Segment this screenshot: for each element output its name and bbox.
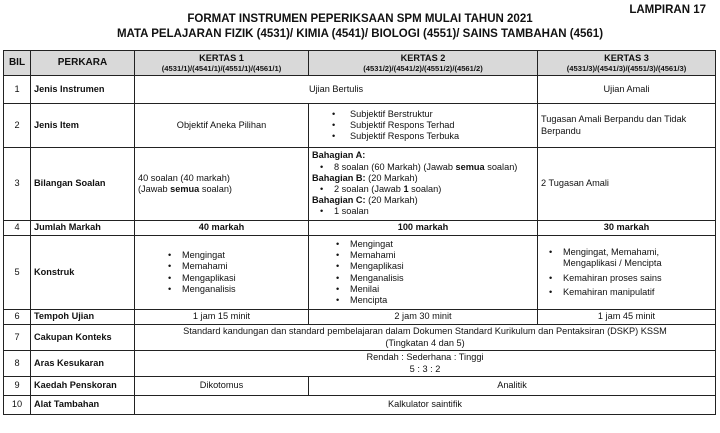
exam-format-table	[3, 50, 716, 415]
text: Bahagian C:	[312, 195, 366, 206]
list-item: • Mengaplikasi	[182, 273, 305, 284]
header-row	[4, 51, 716, 76]
row-label: Tempoh Ujian	[31, 310, 135, 325]
kertas-1-label: KERTAS 1	[199, 52, 244, 63]
row-label: Kaedah Penskoran	[31, 377, 135, 396]
header-kertas-1	[135, 51, 309, 76]
table-row	[4, 236, 716, 310]
kertas-1-code: (4531/1)/(4541/1)/(4551/1)/(4561/1)	[161, 63, 282, 73]
appendix-label: LAMPIRAN 17	[629, 4, 706, 16]
row-number: 7	[4, 325, 31, 351]
row-number: 4	[4, 221, 31, 236]
table-row	[4, 221, 716, 236]
document-title: FORMAT INSTRUMEN PEPERIKSAAN SPM MULAI TAHUN 2021	[187, 13, 533, 25]
cell-all-papers	[135, 325, 716, 351]
kertas-3-label: KERTAS 3	[604, 52, 649, 63]
cell-all-papers: Kalkulator saintifik	[135, 396, 716, 415]
text: soalan)	[484, 161, 518, 172]
context-line-2: (Tingkatan 4 dan 5)	[385, 337, 465, 348]
cell-kertas-3: Ujian Amali	[538, 76, 716, 104]
header-perkara: PERKARA	[31, 51, 135, 76]
table-row	[4, 325, 716, 351]
row-number: 3	[4, 148, 31, 221]
row-label: Jenis Item	[31, 104, 135, 148]
header-kertas-2	[309, 51, 538, 76]
text: (Jawab	[138, 184, 171, 194]
list-item: • Mengingat	[350, 239, 534, 250]
text: Bahagian B:	[312, 172, 366, 183]
list-item: • Memahami	[350, 250, 534, 261]
cell-kertas-2: 100 markah	[309, 221, 538, 236]
list-item: • Memahami	[182, 261, 305, 272]
cell-all-papers	[135, 351, 716, 377]
table-row	[4, 351, 716, 377]
list-item: • Subjektif Respons Terhad	[350, 120, 534, 131]
difficulty-levels: Rendah : Sederhana : Tinggi	[366, 352, 484, 363]
row-number: 1	[4, 76, 31, 104]
header-kertas-3	[538, 51, 716, 76]
list-item	[334, 184, 534, 195]
row-label: Aras Kesukaran	[31, 351, 135, 377]
cell-kertas-2: 2 jam 30 minit	[309, 310, 538, 325]
cell-kertas-1	[135, 148, 309, 221]
text: 8 soalan (60 Markah) (Jawab	[334, 161, 456, 172]
row-label: Bilangan Soalan	[31, 148, 135, 221]
kertas-2-code: (4531/2)/(4541/2)/(4551/2)/(4561/2)	[363, 63, 483, 73]
table-row	[4, 76, 716, 104]
cell-kertas-1	[135, 236, 309, 310]
cell-kertas-1: Dikotomus	[135, 377, 309, 396]
row-number: 8	[4, 351, 31, 377]
section-a-heading: Bahagian A:	[312, 150, 366, 161]
cell-kertas-3: 2 Tugasan Amali	[538, 148, 716, 221]
list-item: • Mengingat	[182, 250, 305, 261]
list-item: • Subjektif Respons Terbuka	[350, 131, 534, 142]
list-item: • Kemahiran manipulatif	[563, 287, 712, 298]
text: (20 Markah)	[365, 172, 418, 183]
cell-kertas-2-3: Analitik	[309, 377, 716, 396]
context-line-1: Standard kandungan dan standard pembelajaran dalam Dokumen Standard Kurikulum dan Pentaksiran (DSKP) KSSM	[183, 326, 667, 337]
text: soalan)	[199, 184, 232, 194]
list-item: • Mencipta	[350, 295, 534, 306]
list-item: • Subjektif Berstruktur	[350, 109, 534, 120]
row-number: 6	[4, 310, 31, 325]
list-item: • Menilai	[350, 284, 534, 295]
text: 2 soalan (Jawab	[334, 184, 404, 194]
row-number: 9	[4, 377, 31, 396]
question-count: 40 soalan (40 markah)	[138, 172, 230, 183]
cell-kertas-3	[538, 236, 716, 310]
cell-kertas-2	[309, 104, 538, 148]
row-label: Jumlah Markah	[31, 221, 135, 236]
list-item	[334, 162, 534, 173]
answer-instruction	[138, 184, 305, 195]
cell-kertas-3: 30 markah	[538, 221, 716, 236]
kertas-2-label: KERTAS 2	[400, 52, 446, 63]
cell-kertas-1: 1 jam 15 minit	[135, 310, 309, 325]
emphasis: 1	[403, 184, 409, 194]
kertas-3-code: (4531/3)/(4541/3)/(4551/3)/(4561/3)	[566, 63, 687, 73]
cell-kertas-1: Objektif Aneka Pilihan	[135, 104, 309, 148]
table-row	[4, 396, 716, 415]
row-label: Jenis Instrumen	[31, 76, 135, 104]
cell-kertas-2	[309, 236, 538, 310]
emphasis: semua	[170, 184, 200, 194]
cell-kertas-2	[309, 148, 538, 221]
text: soalan)	[408, 184, 442, 194]
list-item: • Menganalisis	[350, 273, 534, 284]
cell-kertas-3: Tugasan Amali Berpandu dan Tidak Berpandu	[538, 104, 716, 148]
document-subtitle: MATA PELAJARAN FIZIK (4531)/ KIMIA (4541)/ BIOLOGI (4551)/ SAINS TAMBAHAN (4561)	[116, 28, 604, 40]
list-item: • Kemahiran proses sains	[563, 273, 712, 284]
table-row	[4, 310, 716, 325]
list-item: • Mengaplikasi	[350, 261, 534, 272]
difficulty-ratio: 5 : 3 : 2	[409, 363, 441, 374]
row-label: Konstruk	[31, 236, 135, 310]
table-row	[4, 104, 716, 148]
cell-kertas-1: 40 markah	[135, 221, 309, 236]
section-b-heading	[312, 173, 534, 184]
row-number: 10	[4, 396, 31, 415]
list-item: • 1 soalan	[334, 206, 534, 217]
row-label: Alat Tambahan	[31, 396, 135, 415]
header-bil: BIL	[4, 51, 31, 76]
section-c-heading	[312, 195, 534, 206]
list-item: • Menganalisis	[182, 284, 305, 295]
cell-kertas-1-2: Ujian Bertulis	[135, 76, 538, 104]
table-row	[4, 148, 716, 221]
cell-kertas-3: 1 jam 45 minit	[538, 310, 716, 325]
emphasis: semua	[455, 161, 485, 172]
list-item: • Mengingat, Memahami, Mengaplikasi / Mencipta	[563, 247, 712, 269]
row-number: 5	[4, 236, 31, 310]
row-number: 2	[4, 104, 31, 148]
text: (20 Markah)	[365, 195, 418, 206]
table-row	[4, 377, 716, 396]
row-label: Cakupan Konteks	[31, 325, 135, 351]
